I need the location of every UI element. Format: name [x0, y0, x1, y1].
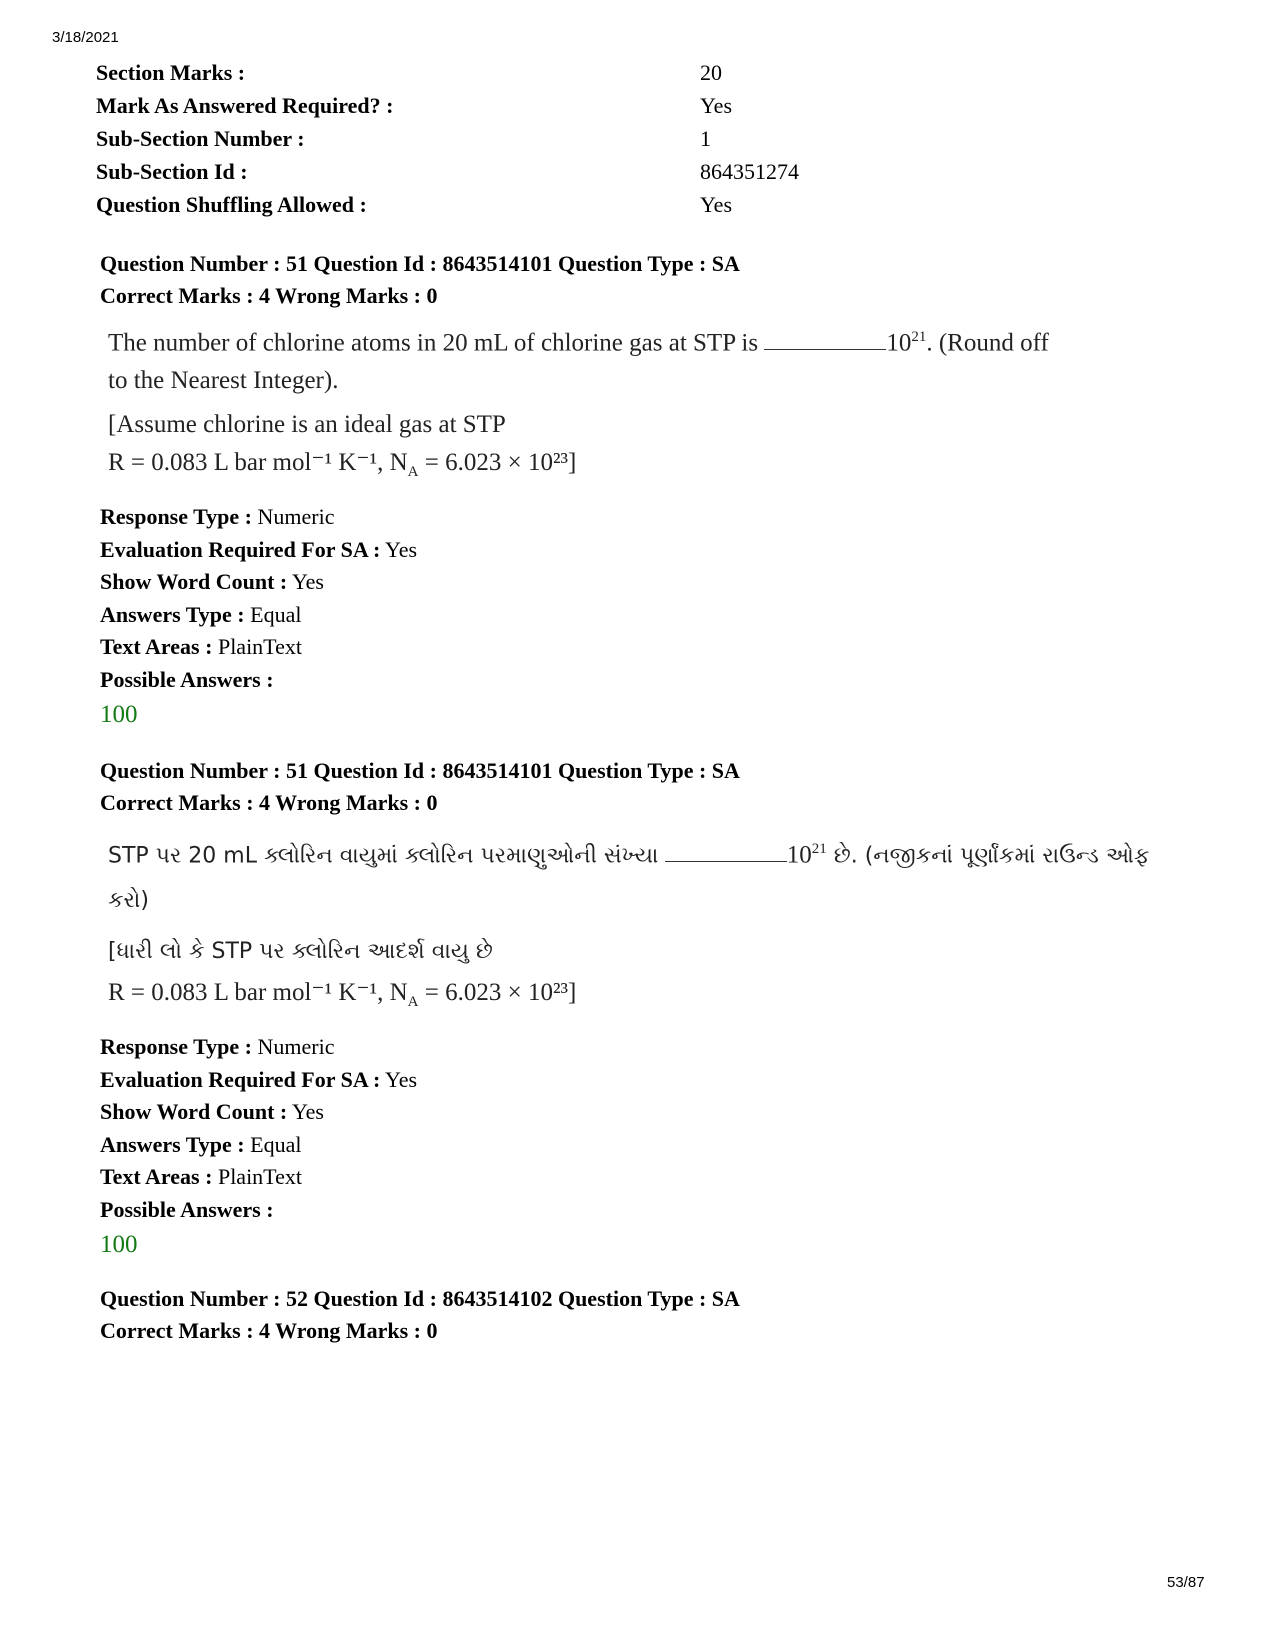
- section-meta: [96, 56, 996, 221]
- property-value: Yes: [287, 1099, 324, 1125]
- power-base: 10: [886, 329, 912, 357]
- property-key: Evaluation Required For SA :: [100, 1066, 381, 1092]
- property-value: Yes: [287, 569, 324, 595]
- meta-label: Sub-Section Number :: [96, 125, 305, 151]
- question-stem: STP પર 20 mL ક્લોરિન વાયુમાં ક્લોરિન પરમાણુઓની સંખ્યા: [108, 843, 659, 869]
- formula-text-end: = 6.023 × 10²³]: [418, 979, 577, 1007]
- property-key: Show Word Count :: [100, 1099, 288, 1125]
- meta-value: Yes: [700, 191, 733, 217]
- property-key: Response Type :: [100, 1034, 252, 1060]
- meta-row: [96, 188, 996, 221]
- question-text: [108, 318, 1200, 491]
- question-marks: Correct Marks : 4 Wrong Marks : 0: [100, 283, 438, 308]
- property-key: Show Word Count :: [100, 569, 288, 595]
- property-value: Yes: [380, 1066, 418, 1092]
- question-block-gujarati: [100, 755, 1200, 1262]
- property-value: Equal: [244, 1131, 302, 1157]
- property-key: Evaluation Required For SA :: [100, 536, 381, 562]
- formula-subscript: A: [407, 994, 419, 1011]
- question-marks: Correct Marks : 4 Wrong Marks : 0: [100, 790, 438, 815]
- question-block-next: [100, 1283, 1200, 1347]
- meta-label: Question Shuffling Allowed :: [96, 191, 367, 217]
- question-stem-end: છે. (નજીકનાં પૂર્ણાંકમાં રાઉન્ડ ઓફ: [826, 843, 1150, 869]
- power-exponent: 21: [911, 329, 927, 345]
- meta-value: 864351274: [700, 158, 799, 184]
- property-key: Text Areas :: [100, 1164, 213, 1190]
- power-exponent: 21: [811, 841, 827, 857]
- property-key: Answers Type :: [100, 1131, 245, 1157]
- power-base: 10: [786, 841, 812, 869]
- property-row: [100, 631, 1200, 664]
- question-stem-cont: to the Nearest Integer).: [108, 367, 339, 395]
- response-properties: [100, 501, 1200, 696]
- answer-blank: [665, 839, 787, 862]
- property-row: [100, 1161, 1200, 1194]
- property-row: [100, 501, 1200, 534]
- question-stem-end: . (Round off: [926, 329, 1049, 357]
- possible-answer: 100: [100, 701, 138, 729]
- question-stem-cont: કરો): [108, 888, 149, 914]
- property-row: [100, 664, 1200, 697]
- assumption-text: [Assume chlorine is an ideal gas at STP: [108, 411, 506, 439]
- property-key: Answers Type :: [100, 601, 245, 627]
- property-row: [100, 566, 1200, 599]
- property-row: [100, 1194, 1200, 1227]
- possible-answer: 100: [100, 1231, 138, 1259]
- question-header: Question Number : 52 Question Id : 8643514102 Question Type : SA: [100, 1286, 740, 1311]
- property-row: [100, 1129, 1200, 1162]
- formula-subscript: A: [407, 464, 419, 481]
- question-block-english: [100, 248, 1200, 732]
- question-header: Question Number : 51 Question Id : 8643514101 Question Type : SA: [100, 758, 740, 783]
- formula-text: R = 0.083 L bar mol⁻¹ K⁻¹, N: [108, 979, 408, 1007]
- property-row: [100, 1096, 1200, 1129]
- property-row: [100, 599, 1200, 632]
- property-value: PlainText: [212, 634, 302, 660]
- meta-value: Yes: [700, 92, 733, 118]
- formula-text-end: = 6.023 × 10²³]: [418, 449, 577, 477]
- property-value: Equal: [244, 601, 302, 627]
- meta-row: [96, 89, 996, 122]
- meta-label: Sub-Section Id :: [96, 158, 248, 184]
- question-header: Question Number : 51 Question Id : 8643514101 Question Type : SA: [100, 251, 740, 276]
- formula-text: R = 0.083 L bar mol⁻¹ K⁻¹, N: [108, 449, 408, 477]
- page-number: 53/87: [1167, 1574, 1205, 1591]
- property-value: Numeric: [251, 1034, 335, 1060]
- property-key: Possible Answers :: [100, 666, 274, 692]
- property-row: [100, 534, 1200, 567]
- property-key: Response Type :: [100, 504, 252, 530]
- property-key: Possible Answers :: [100, 1196, 274, 1222]
- property-row: [100, 1064, 1200, 1097]
- property-row: [100, 1031, 1200, 1064]
- property-value: Numeric: [251, 504, 335, 530]
- meta-value: 20: [700, 59, 722, 85]
- assumption-text: [ધારી લો કે STP પર ક્લોરિન આદર્શ વાયુ છે: [108, 939, 493, 965]
- property-value: PlainText: [212, 1164, 302, 1190]
- meta-row: [96, 122, 996, 155]
- print-date: 3/18/2021: [52, 29, 119, 46]
- meta-row: [96, 155, 996, 188]
- meta-label: Mark As Answered Required? :: [96, 92, 394, 118]
- question-marks: Correct Marks : 4 Wrong Marks : 0: [100, 1318, 438, 1343]
- answer-blank: [764, 327, 886, 350]
- property-value: Yes: [380, 536, 418, 562]
- question-stem: The number of chlorine atoms in 20 mL of chlorine gas at STP is: [108, 329, 759, 357]
- property-key: Text Areas :: [100, 634, 213, 660]
- meta-value: 1: [700, 125, 711, 151]
- question-text: [108, 827, 1200, 1021]
- meta-label: Section Marks :: [96, 59, 246, 85]
- meta-row: [96, 56, 996, 89]
- response-properties: [100, 1031, 1200, 1226]
